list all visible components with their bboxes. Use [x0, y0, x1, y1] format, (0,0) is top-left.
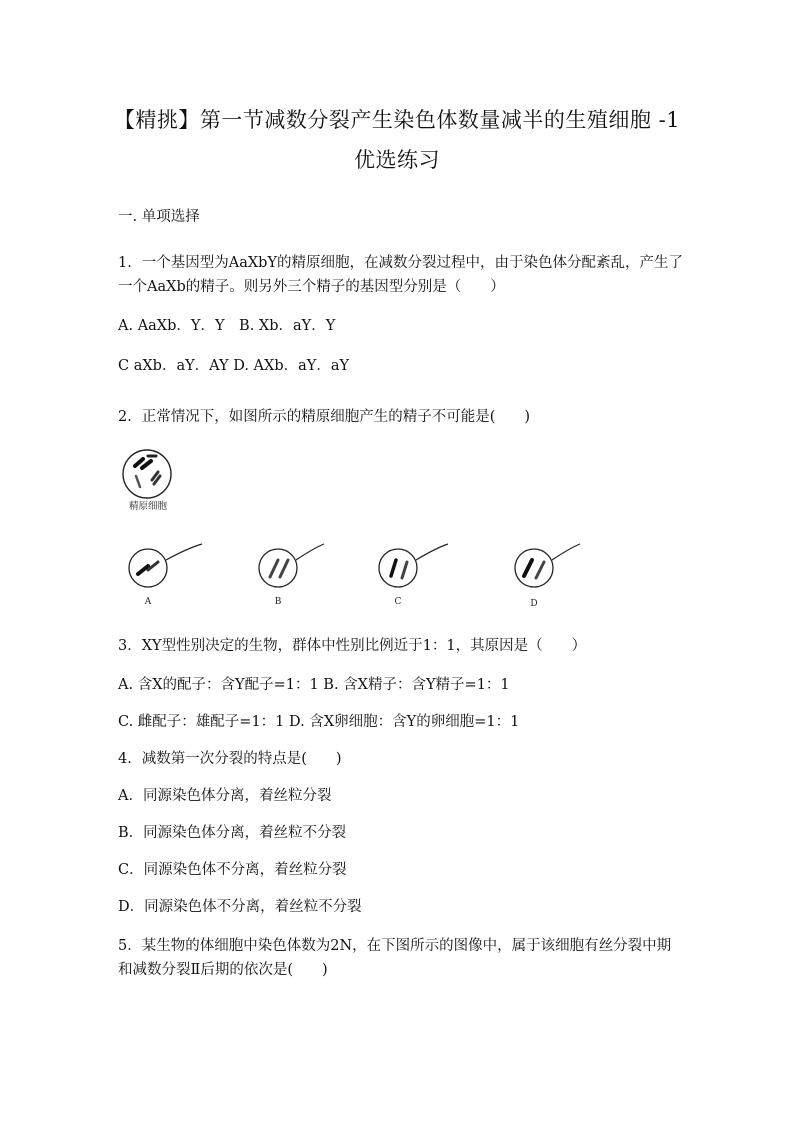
- q4-stem: 4．减数第一次分裂的特点是( ): [118, 751, 342, 767]
- spermatogonium-figure: [118, 446, 178, 518]
- q1-options-ab: A. AaXb．Y．Y B. Xb．aY．Y: [118, 318, 336, 334]
- q1-options-cd: C aXb．aY．AY D. AXb．aY．aY: [118, 358, 350, 374]
- q1-stem-line1: 1．一个基因型为AaXbY的精原细胞，在减数分裂过程中，由于染色体分配紊乱，产生了: [118, 255, 684, 271]
- option-label-c: C: [394, 597, 402, 607]
- sperm-option-a: [129, 544, 202, 607]
- sperm-option-c: [379, 544, 448, 607]
- q4-option-b: B．同源染色体分离，着丝粒不分裂: [118, 825, 347, 841]
- q3-options-cd: C. 雌配子：雄配子=1：1 D. 含X卵细胞：含Y的卵细胞=1：1: [118, 714, 520, 730]
- doc-title-line2: 优选练习: [354, 148, 440, 172]
- q1-stem-line2: 一个AaXb的精子。则另外三个精子的基因型分别是（ ）: [118, 279, 505, 295]
- chromosome-pair: [136, 472, 160, 487]
- option-label-b: B: [274, 597, 282, 607]
- chromosome-pair: [135, 456, 156, 468]
- q4-option-d: D．同源染色体不分离，着丝粒不分裂: [118, 899, 362, 915]
- section-heading: 一. 单项选择: [118, 209, 200, 225]
- q4-option-c: C．同源染色体不分离，着丝粒分裂: [118, 862, 347, 878]
- fig-label-spermatogonium: 精原细胞: [128, 501, 168, 512]
- sperm-option-d: [515, 544, 580, 609]
- option-label-d: D: [530, 599, 538, 609]
- doc-title-line1: 【精挑】第一节减数分裂产生染色体数量减半的生殖细胞 -1: [113, 108, 681, 132]
- q2-stem: 2．正常情况下，如图所示的精原细胞产生的精子不可能是( ): [118, 409, 531, 425]
- q4-option-a: A．同源染色体分离，着丝粒分裂: [118, 788, 332, 804]
- option-label-a: A: [144, 597, 152, 607]
- q5-stem-line2: 和减数分裂Ⅱ后期的依次是( ): [118, 962, 328, 978]
- sperm-option-b: [259, 544, 324, 607]
- q3-stem: 3．XY型性别决定的生物，群体中性别比例近于1：1，其原因是（ ）: [118, 638, 587, 654]
- sperm-options-figure: [118, 540, 588, 612]
- q5-stem-line1: 5．某生物的体细胞中染色体数为2N，在下图所示的图像中，属于该细胞有丝分裂中期: [118, 938, 672, 954]
- cell-membrane: [123, 450, 171, 498]
- q3-options-ab: A. 含X的配子：含Y配子=1：1 B. 含X精子：含Y精子=1：1: [118, 677, 510, 693]
